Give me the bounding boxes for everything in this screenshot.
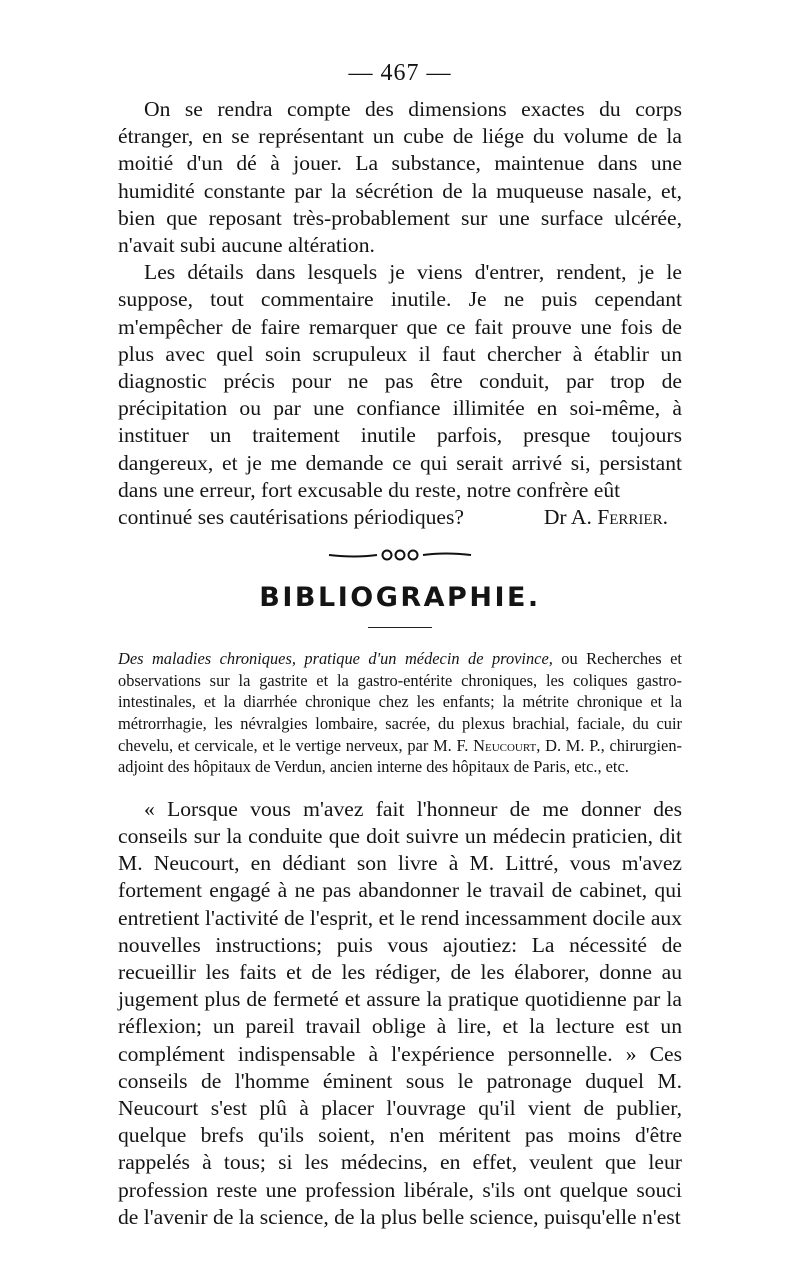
flourish-ornament-icon [325,545,475,565]
signature-line [118,504,682,531]
book-author-credentials: D. M. P., chirurgien-adjoint des hôpitaux de Verdun, ancien interne des hôpitaux de Paris, etc., etc. [118,735,682,777]
signature [544,504,682,531]
signature-title: Dr [543,505,567,530]
ornament-divider [118,545,682,565]
book-title: Des maladies chroniques, pratique d'un médecin de province, [118,649,553,669]
document-page [118,58,682,1231]
intro-paragraph: On se rendra compte des dimensions exactes du corps étranger, en se représentant un cube de liége du volume de la moitié d'un dé à jouer. La substance, maintenue dans une humidité constante par la sécrétion de la muqueuse nasale, et, bien que reposant très-probablement sur une surface ulcérée, n'avait subi aucune altération. [118,97,682,258]
closing-line: continué ses cautérisations périodiques? [118,505,464,530]
book-description: ou Recherches et observations sur la gastrite et la gastro-entérite chroniques, les coliques gastro-intestinales, et la diarrhée chronique chez les enfants; la métrite chronique et la métrorrhagie, les névralgies lombaire, sacrée, du plexus brachial, faciale, du cuir chevelu, et cervicale, et le vertige nerveux, par M. F. [118,649,682,755]
section-rule [368,627,432,628]
signature-name: Ferrier. [597,505,668,530]
bibliography-entry [118,648,682,778]
section-heading: BIBLIOGRAPHIE. [259,582,541,614]
book-author: Neucourt, [473,735,541,755]
signature-initial: A. [570,505,592,530]
review-paragraph: « Lorsque vous m'avez fait l'honneur de me donner des conseils sur la conduite que doit suivre un médecin praticien, dit M. Neucourt, en dédiant son livre à M. Littré, vous m'avez fortement engagé à ne pas abandonner le travail de cabinet, qui entretient l'activité de l'esprit, et le rend incessamment docile aux nouvelles instructions; puis vous ajoutiez: La nécessité de recueillir les faits et de les rédiger, de les élaborer, donne au jugement plus de fermeté et assure la pratique quotidienne par la réflexion; un pareil travail oblige à lire, et la lecture est un complément indispensable à l'expérience personnelle. » Ces conseils de l'homme éminent sous le patronage duquel M. Neucourt s'est plû à placer l'ouvrage qu'il vient de publier, quelque brefs qu'ils soient, n'en méritent pas moins d'être rappelés à tous; si les médecins, en effet, veulent que leur profession reste une profession libérale, s'ils ont quelque souci de l'avenir de la science, de la plus belle science, puisqu'elle n'est [118,796,682,1229]
details-paragraph: Les détails dans lesquels je viens d'entrer, rendent, je le suppose, tout commentaire inutile. Je ne puis cependant m'empêcher de faire remarquer que ce fait prouve une fois de plus avec quel soin scrupuleux il faut chercher à établir un diagnostic précis pour ne pas être conduit, par trop de précipitation ou par une confiance illimitée en soi-même, à instituer un traitement inutile parfois, presque toujours dangereux, et je me demande ce qui serait arrivé si, persistant dans une erreur, fort excusable du reste, notre confrère eût [118,260,682,502]
page-number: — 467 — [348,60,452,86]
